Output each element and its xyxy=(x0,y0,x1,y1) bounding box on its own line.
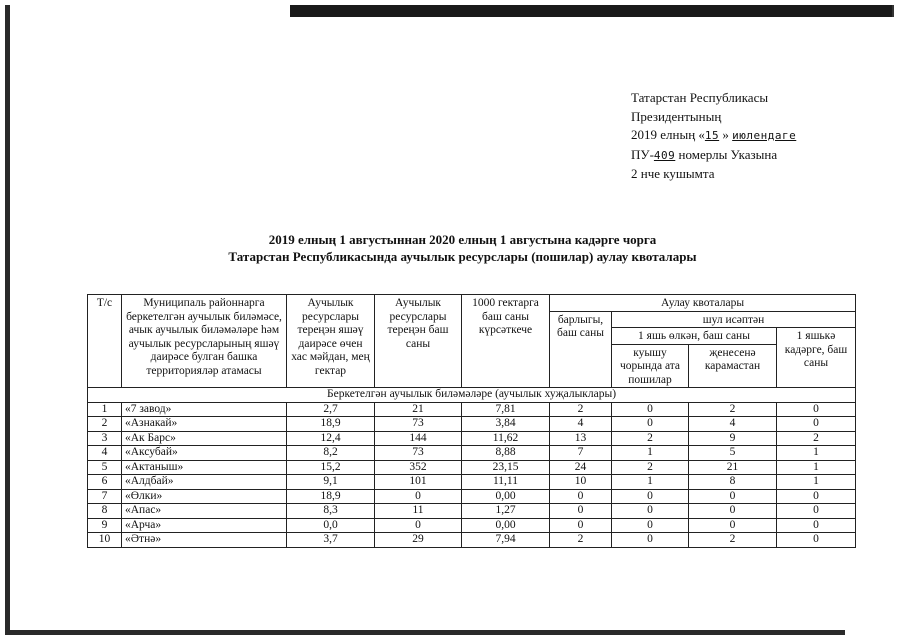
handwritten-decree-number: 409 xyxy=(653,148,676,162)
row-any-sex: 0 xyxy=(689,518,777,533)
row-number: 1 xyxy=(88,402,122,417)
row-area: 8,3 xyxy=(287,504,375,519)
row-total: 13 xyxy=(550,431,612,446)
table-row xyxy=(88,460,856,475)
row-horned: 0 xyxy=(612,504,689,519)
row-name: «Ак Барс» xyxy=(122,431,287,446)
row-density: 1,27 xyxy=(462,504,550,519)
header-any-sex: җенесенә карамастан xyxy=(689,344,777,388)
row-horned: 0 xyxy=(612,489,689,504)
row-name: «Алдбай» xyxy=(122,475,287,490)
row-under1: 1 xyxy=(777,460,856,475)
row-name: «Апас» xyxy=(122,504,287,519)
header-count: Аучылык ресурслары тереңэн баш саны xyxy=(375,295,462,388)
row-number: 7 xyxy=(88,489,122,504)
table-row xyxy=(88,402,856,417)
row-horned: 0 xyxy=(612,518,689,533)
row-any-sex: 9 xyxy=(689,431,777,446)
row-any-sex: 8 xyxy=(689,475,777,490)
table-row xyxy=(88,489,856,504)
row-any-sex: 21 xyxy=(689,460,777,475)
row-area: 18,9 xyxy=(287,489,375,504)
row-name: «7 завод» xyxy=(122,402,287,417)
row-density: 7,81 xyxy=(462,402,550,417)
row-name: «Әтнә» xyxy=(122,533,287,548)
row-total: 0 xyxy=(550,518,612,533)
row-count: 21 xyxy=(375,402,462,417)
row-horned: 0 xyxy=(612,402,689,417)
row-total: 0 xyxy=(550,504,612,519)
row-total: 10 xyxy=(550,475,612,490)
table-row xyxy=(88,431,856,446)
row-any-sex: 5 xyxy=(689,446,777,461)
row-number: 6 xyxy=(88,475,122,490)
row-any-sex: 4 xyxy=(689,417,777,432)
table-row xyxy=(88,446,856,461)
header-area: Аучылык ресурслары тереңэн яшәү даирәсе өчен хас мәйдан, мең гектар xyxy=(287,295,375,388)
row-total: 0 xyxy=(550,489,612,504)
header-density: 1000 гектарга баш саны күрсәткече xyxy=(462,295,550,388)
row-horned: 2 xyxy=(612,431,689,446)
row-density: 8,88 xyxy=(462,446,550,461)
row-density: 7,94 xyxy=(462,533,550,548)
header-total: барлыгы, баш саны xyxy=(550,311,612,388)
row-name: «Өлки» xyxy=(122,489,287,504)
header-horned: куышу чорында ата пошилар xyxy=(612,344,689,388)
header-line-date: 2019 елның «15 » июлендаге xyxy=(631,127,797,142)
table-row xyxy=(88,518,856,533)
row-area: 3,7 xyxy=(287,533,375,548)
header-name: Муниципаль районнарга беркетелгән аучылык биләмәсе, ачык аучылык биләмәләре һәм аучылык ресурсларының яшәү даирәсе булган башка территорияләр атамасы xyxy=(122,295,287,388)
row-name: «Арча» xyxy=(122,518,287,533)
row-name: «Азнакай» xyxy=(122,417,287,432)
header-line-decree: ПУ-409 номерлы Указына xyxy=(631,146,778,162)
table-row xyxy=(88,475,856,490)
row-name: «Актаныш» xyxy=(122,460,287,475)
row-under1: 0 xyxy=(777,533,856,548)
handwritten-month: июлендаге xyxy=(732,129,797,142)
row-under1: 0 xyxy=(777,402,856,417)
row-number: 9 xyxy=(88,518,122,533)
row-number: 4 xyxy=(88,446,122,461)
scan-edge-bottom xyxy=(5,630,845,635)
row-count: 144 xyxy=(375,431,462,446)
scan-edge-left xyxy=(5,5,10,635)
row-density: 3,84 xyxy=(462,417,550,432)
row-density: 11,62 xyxy=(462,431,550,446)
row-under1: 0 xyxy=(777,489,856,504)
row-under1: 2 xyxy=(777,431,856,446)
row-horned: 0 xyxy=(612,417,689,432)
row-count: 352 xyxy=(375,460,462,475)
row-any-sex: 2 xyxy=(689,402,777,417)
row-number: 2 xyxy=(88,417,122,432)
table-row xyxy=(88,533,856,548)
document-title-line1: 2019 елның 1 августыннан 2020 елның 1 августына кадәрге чорга xyxy=(268,232,657,247)
row-number: 5 xyxy=(88,460,122,475)
row-under1: 0 xyxy=(777,504,856,519)
section-header: Беркетелгән аучылык биләмәләре (аучылык хуҗалыклары) xyxy=(88,388,856,403)
row-total: 7 xyxy=(550,446,612,461)
header-under1: 1 яшькә кадәрге, баш саны xyxy=(777,328,856,388)
header-tc: Т/с xyxy=(88,295,122,388)
document-title-line2: Татарстан Республикасында аучылык ресурслары (пошилар) аулау квоталары xyxy=(228,249,697,264)
row-under1: 1 xyxy=(777,446,856,461)
row-count: 0 xyxy=(375,518,462,533)
row-total: 4 xyxy=(550,417,612,432)
row-any-sex: 2 xyxy=(689,533,777,548)
table-row xyxy=(88,504,856,519)
row-density: 11,11 xyxy=(462,475,550,490)
row-count: 101 xyxy=(375,475,462,490)
document-header-block xyxy=(631,89,796,184)
row-total: 2 xyxy=(550,402,612,417)
row-any-sex: 0 xyxy=(689,489,777,504)
row-under1: 0 xyxy=(777,518,856,533)
row-area: 15,2 xyxy=(287,460,375,475)
scan-edge-right xyxy=(892,5,894,17)
row-area: 2,7 xyxy=(287,402,375,417)
row-number: 10 xyxy=(88,533,122,548)
header-line-republic: Татарстан Республикасы xyxy=(631,90,769,105)
row-count: 29 xyxy=(375,533,462,548)
handwritten-day: 15 xyxy=(704,129,720,142)
row-under1: 1 xyxy=(777,475,856,490)
row-count: 11 xyxy=(375,504,462,519)
quota-table xyxy=(87,294,856,548)
header-over1: 1 яшь өлкән, баш саны xyxy=(612,328,777,345)
header-of-which: шул исәптән xyxy=(612,311,856,328)
row-area: 9,1 xyxy=(287,475,375,490)
row-any-sex: 0 xyxy=(689,504,777,519)
row-horned: 0 xyxy=(612,533,689,548)
row-count: 73 xyxy=(375,417,462,432)
row-area: 18,9 xyxy=(287,417,375,432)
row-horned: 1 xyxy=(612,446,689,461)
row-count: 0 xyxy=(375,489,462,504)
table-row xyxy=(88,417,856,432)
row-number: 8 xyxy=(88,504,122,519)
row-density: 0,00 xyxy=(462,518,550,533)
row-name: «Аксубай» xyxy=(122,446,287,461)
header-quotas: Аулау квоталары xyxy=(550,295,856,312)
row-area: 12,4 xyxy=(287,431,375,446)
header-line-appendix: 2 нче кушымта xyxy=(631,166,715,181)
row-density: 23,15 xyxy=(462,460,550,475)
row-area: 0,0 xyxy=(287,518,375,533)
row-total: 24 xyxy=(550,460,612,475)
row-count: 73 xyxy=(375,446,462,461)
row-number: 3 xyxy=(88,431,122,446)
row-total: 2 xyxy=(550,533,612,548)
scan-edge-top xyxy=(290,5,893,17)
row-horned: 1 xyxy=(612,475,689,490)
row-horned: 2 xyxy=(612,460,689,475)
row-under1: 0 xyxy=(777,417,856,432)
row-area: 8,2 xyxy=(287,446,375,461)
row-density: 0,00 xyxy=(462,489,550,504)
header-line-president: Президентының xyxy=(631,108,722,124)
